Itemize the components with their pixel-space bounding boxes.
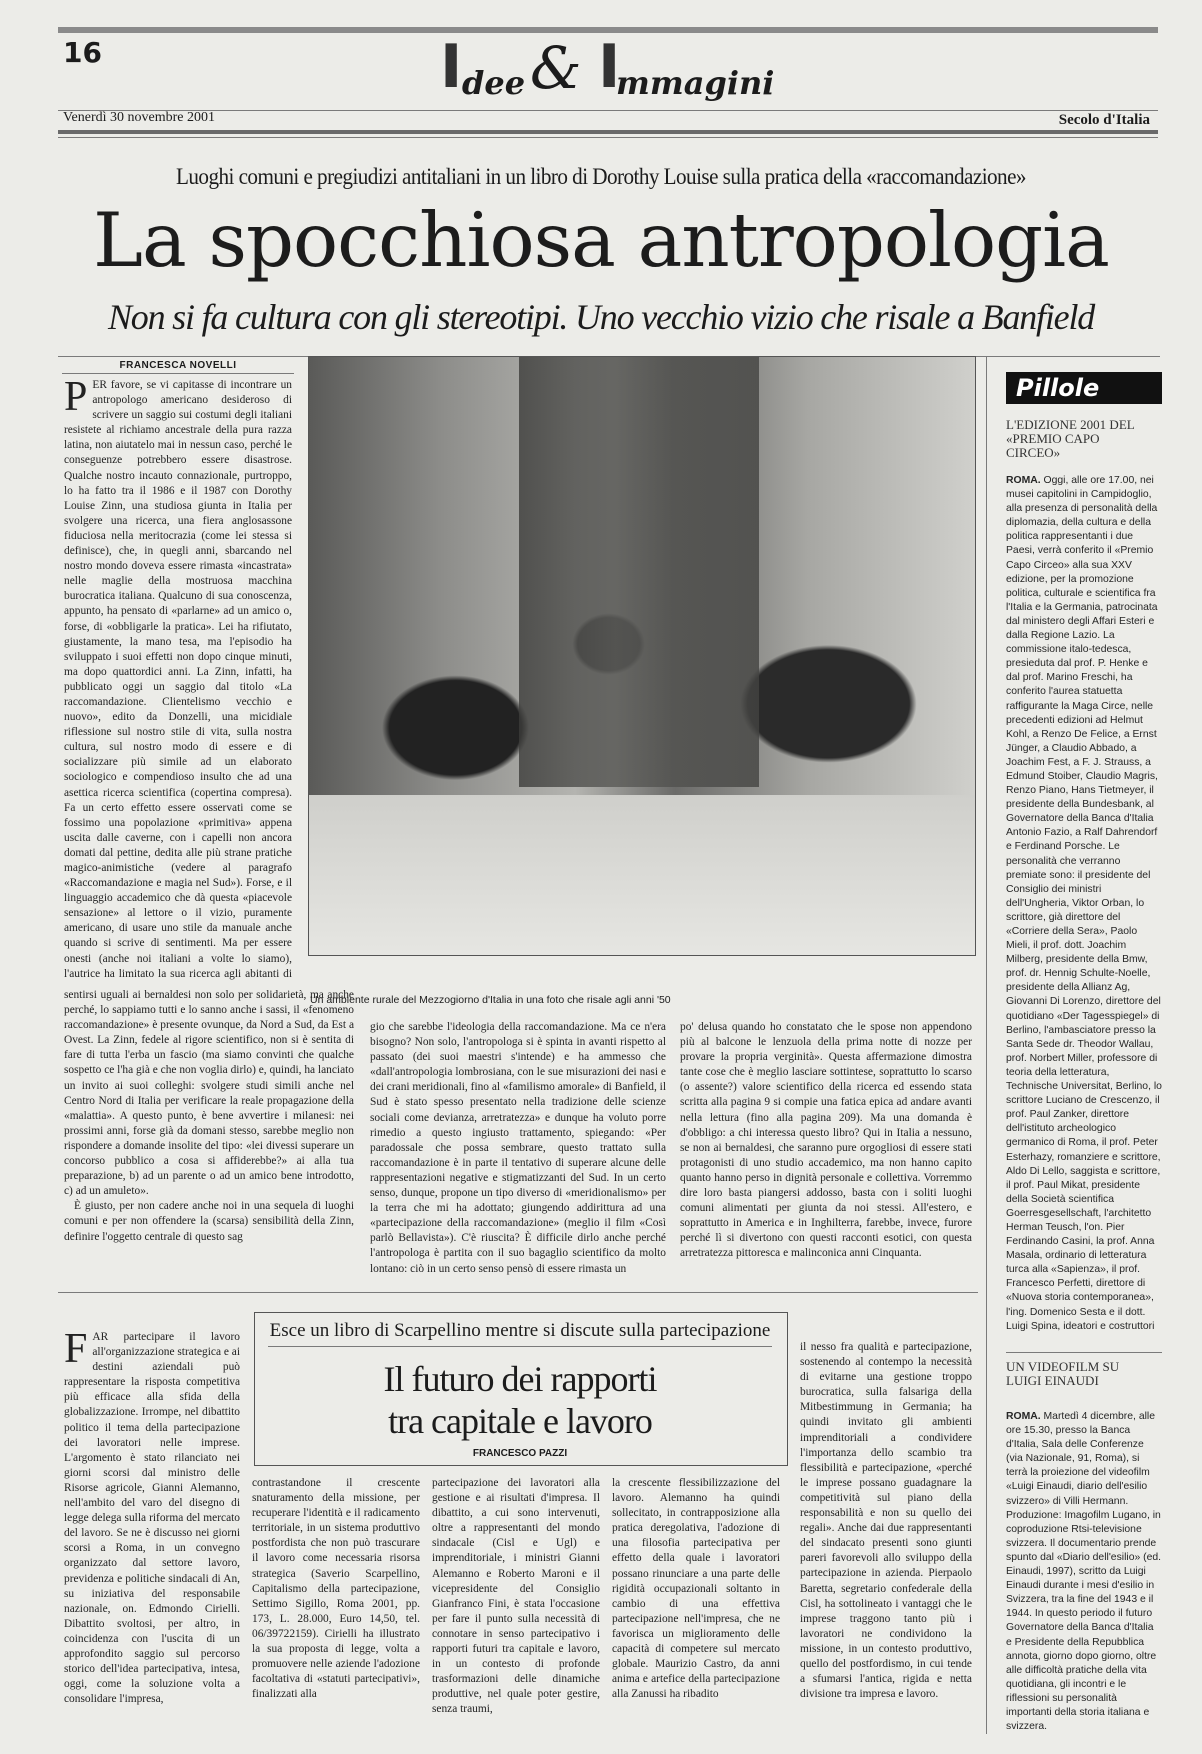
pillole-text-1-body: Oggi, alle ore 17.00, nei musei capitolini in Campidoglio, alla presenza di personalità della diplomazia, della cultura e della politica rappresentanti i due Paesi, verrà conferito il «Premio Capo Circeo» alla sua XXV edizione, per la promozione politica, culturale e scientifica fra l'Italia e la Germania, patrocinata dal ministero degli Affari Esteri e dalla Regione Lazio. La commissione italo-tedesca, presieduta dal prof. P. Henke e dal prof. Marino Freschi, ha conferito l'aurea statuetta raffigurante la Maga Circe, nelle precedenti edizioni ad Helmut Kohl, a Renzo De Felice, a Ernst Jünger, a Claudio Abbado, a Joachim Fest, a F. J. Strauss, a Edmund Stoiber, Claudio Magris, Renzo Piano, Hans Tietmeyer, il presidente della Bundesbank, al Governatore della Banca d'Italia Antonio Fazio, a Ralf Dahrendorf e Ferdinand Porsche. Le personalità che verranno premiate sono: il presidente del Consiglio dei ministri dell'Ungheria, Viktor Orban, lo scrittore, già direttore del «Corriere della Sera», Paolo Mieli, il prof. dott. Joachim Milberg, presidente della Bmw, prof. dr. Hennig Schulte-Noelle, presidente della Allianz Ag, Giovanni Di Lorenzo, direttore del quotidiano «Der Tagesspiegel» di Berlino, l'ambasciatore presso la Santa Sede dr. Theodor Wallau, prof. Norbert Miller, professore di teoria della letteratura, Technische Universitat, Berlino, lo scrittore Luciano de Crescenzo, il prof. Paul Zanker, direttore dell'istituto archeologico germanico di Roma, il prof. Peter Esterhazy, romanziere e scrittore, Aldo Di Lello, saggista e scrittore, il prof. Paul Mikat, presidente della Società scientifica Goerresgesellschaft, l'architetto Herman Teusch, l'on. Pier Ferdinando Casini, la prof. Anna Masala, ordinario di letteratura turca alla «Sapienza», il prof. Francesco Perfetti, direttore di «Nuova storia contemporanea», l'ing. Domenico Sesta e il dott. Luigi Spina, ideatori e costruttori xyxy=(1006,475,1162,1332)
date-rule-thin xyxy=(58,137,1158,138)
sidebar-divider xyxy=(986,356,987,1734)
article2-col5-text: il nesso fra qualità e partecipazione, sostenendo al contempo la necessità di evitarne una gestione troppo burocratica, sulla falsariga della Mitbestimmung in Germania; ha quindi invitato gli ambienti imprenditoriali a condividere l'importanza dello scambio tra flessibilità e partecipazione, «perché le imprese possano guadagnare la competitività sul piano della responsabilità e non su quello dei regali». Anche dai due rappresentanti del sindacato presenti sono giunti pareri favorevoli allo sviluppo della partecipazione in azienda. Pierpaolo Baretta, segretario confederale della Cisl, ha sottolineato i vantaggi che le imprese traggono tanto più i lavoratori ne condividono la missione, in un contesto produttivo, quello del postfordismo, in cui tende a sfumarsi l'antica, rigida e netta divisione tra impresa e lavoro. xyxy=(800,1341,972,1701)
article-photo xyxy=(308,356,976,956)
photo-ground xyxy=(309,795,975,955)
photo-door xyxy=(519,357,759,787)
byline-rule xyxy=(62,373,294,374)
section-ampersand: & xyxy=(530,34,582,102)
pillole-text-2 xyxy=(1006,1410,1162,1732)
newspaper-name: Secolo d'Italia xyxy=(1058,112,1150,128)
article-col1c-text: È giusto, per non cadere anche noi in una sequela di luoghi comuni e per non offendere la (scarsa) sensibilità della Zinn, definire l'oggetto centrale di questo sag xyxy=(64,1200,354,1243)
section-i2: I xyxy=(598,32,621,102)
pillole-text-1-lead: ROMA. xyxy=(1006,475,1041,486)
article-col2-text: gio che sarebbe l'ideologia della raccomandazione. Ma ce n'era bisogno? Non solo, l'antropologa si è spinta in avanti rispetto al passato (dei suoi maestri s'intende) e ha ammesso che «dall'antropologia lombrosiana, con le sue misurazioni dei nasi e dei crani meridionali, fino al «familismo amorale» di Banfield, il Sud è stato spesso presentato nella tradizione delle scienze sociali come devianza, arretratezza» e dunque ha voluto porre rimedio a questo ingiusto trattamento, spiegando: «Per paradossale che possa sembrare, questo trattato sulla raccomandazione è in parte il tentativo di superare alcune delle rappresentazioni negative e stigmatizzanti del Sud. In un certo senso, dunque, propone un tipo diverso di «meridionalismo» per la terra che mi ha adottato; giungendo addirittura ad una «partecipazione della raccomandazione» (meglio il film «Così parlò Bellavista»). C'è riuscita? È difficile dirlo anche perché l'antropologa è partita con il suo bagaglio scientifico da molto lontano: ciò in un certo senso pensò di essere rimasta un xyxy=(370,1021,666,1275)
article-column-2 xyxy=(370,1020,666,1278)
article-col1b-text: sentirsi uguali ai bernaldesi non solo per solidarietà, ma anche perché, lo sappiamo tutti e lo sanno anche i sassi, il «fenomeno raccomandazione» è presente ovunque, da Nord a Sud, da Est a Ovest. La Zinn, fedele al rigore scientifico, non si è sentita di fare di tutta l'erba un fascio (ma siamo convinti che qualche sospetto ce l'ha già e che non voglia dirlo) e, quindi, ha lanciato un invito ai suoi colleghi: svolgere studi simili anche nel Centro Nord di Italia per verificare la reale propagazione della «malattia». A questo punto, è bene avvertire i milanesi: nei prossimi anni, forse già da domani stesso, sarebbe meglio non rispondere a domande insolite del tipo: «lei divessi superare un concorso pubblico a cosa si affiderebbe?» ai alla tua preparazione, b) ad un parente o ad un amico bene introdotto, c) ad un amuleto». xyxy=(64,989,354,1198)
article2-column-4 xyxy=(612,1476,780,1734)
article-col3-text: po' delusa quando ho constatato che le spose non appendono più al balcone le lenzuola della prima notte di nozze per provare la propria verginità». Questa affermazione dimostra tante cose che è meglio lasciare sottintese, soprattutto lo scarso (o assente?) valore scientifico della ricerca ed essendo stata scritta alla pagina 9 si compie una fatica epica ad andare avanti nella lettura (fino alla pagina 209). Ma una domanda è d'obbligo: a chi interessa questo libro? Qui in Italia a nessuno, se non ai bernaldesi, che saranno pure orgogliosi di essere stati protagonisti di uno studio accademico, ma non hanno capito quanto hanno perso in dignità personale e collettiva. Vorremmo dire loro basta piangersi addosso, basta con i soliti luoghi comuni alimentati per giunta da noi stessi. All'estero, e soprattutto in America e in Inghilterra, farebbe, invece, furore perché lì si divertono con questi racconti esotici, con questa arretratezza pittoresca e malinconica anni Cinquanta. xyxy=(680,1021,972,1260)
article-title: La spocchiosa antropologia xyxy=(93,196,1109,284)
issue-date: Venerdì 30 novembre 2001 xyxy=(63,110,216,125)
article-kicker: Luoghi comuni e pregiudizi antitaliani in un libro di Dorothy Louise sulla pratica della «raccomandazione» xyxy=(176,164,1026,189)
article2-column-5 xyxy=(800,1340,972,1734)
article-byline: FRANCESCA NOVELLI xyxy=(119,360,237,371)
article-subtitle: Non si fa cultura con gli stereotipi. Uno vecchio vizio che risale a Banfield xyxy=(107,297,1095,337)
pillole-head-2: UN VIDEOFILM SU LUIGI EINAUDI xyxy=(1006,1359,1120,1388)
pillole-head-1: L'EDIZIONE 2001 DEL «PREMIO CAPO CIRCEO» xyxy=(1006,417,1135,460)
section-i1: I xyxy=(440,32,461,102)
photo-caption: Un ambiente rurale del Mezzogiorno d'Italia in una foto che risale agli anni '50 xyxy=(310,994,671,1006)
article2-title-1: Il futuro dei rapporti xyxy=(383,1359,657,1399)
date-rule-bottom xyxy=(58,130,1158,134)
article2-title-2: tra capitale e lavoro xyxy=(388,1401,652,1441)
article-column-3 xyxy=(680,1020,972,1278)
section-title xyxy=(440,22,860,102)
pillole-rule xyxy=(1006,1352,1162,1353)
pillole-text-1 xyxy=(1006,474,1162,1332)
article-dropcap: P xyxy=(64,378,88,420)
page-number: 16 xyxy=(63,36,102,69)
pillole-banner xyxy=(1006,372,1162,404)
article-column-1 xyxy=(64,378,292,980)
article2-col3-text: partecipazione dei lavoratori alla gestione e ai risultati d'impresa. Il dibattito, a cui sono intervenuti, oltre a rappresentanti del mondo sindacale (Cisl e Ugl) e imprenditoriale, i ministri Gianni Alemanno e Roberto Maroni e il vicepresidente del Consiglio Gianfranco Fini, è stata l'occasione per fare il punto sulla necessità di connotare in senso partecipativo i rapporti futuri tra capitale e lavoro, in un contesto di profonde trasformazioni delle dinamiche produttive, nel quale poter gestire, senza traumi, xyxy=(432,1477,600,1716)
article2-byline: FRANCESCO PAZZI xyxy=(472,1448,568,1459)
article2-kicker: Esce un libro di Scarpellino mentre si discute sulla partecipazione xyxy=(269,1320,771,1341)
article2-col1-text: AR partecipare il lavoro all'organizzazione strategica e ai destini aziendali può rappresentare la risposta competitiva più efficace alla sfida della globalizzazione. Irrompe, nel dibattito politico il tema della partecipazione dei lavoratori nelle imprese. L'argomento è stato rilanciato nei giorni scorsi dal ministro delle Risorse agricole, Gianni Alemanno, nell'ambito del varo del disegno di legge delega sulla riforma del mercato del lavoro. Se ne è discusso nei giorni scorsi a Roma, in un convegno organizzato dal settore lavoro, previdenza e politiche sindacali di An, su iniziativa del responsabile nazionale, on. Edmondo Cirielli. Dibattito svoltosi, per altro, in coincidenza con l'uscita di un approfondito saggio sul percorso storico dell'idea partecipativa, intesa, oggi, come la soluzione volta a consolidare l'impresa, xyxy=(64,1331,240,1706)
pillole-text-2-lead: ROMA. xyxy=(1006,1411,1041,1422)
article2-dropcap: F xyxy=(64,1330,88,1372)
article-column-1b xyxy=(64,988,354,1278)
pillole-title: Pillole xyxy=(1016,374,1100,402)
article2-column-1 xyxy=(64,1330,240,1734)
article2-column-3 xyxy=(432,1476,600,1734)
article2-kicker-rule xyxy=(268,1346,772,1347)
article-col1-text: ER favore, se vi capitasse di incontrare un antropologo americano desideroso di scrivere un saggio sui costumi degli italiani resistete al richiamo ancestrale della pura razza latina, non aiutatelo mai in nessun caso, perché le conseguenze potrebbero essere disastrose. Qualche nostro incauto connazionale, purtroppo, lo ha fatto tra il 1986 e il 1987 con Dorothy Louise Zinn, una studiosa giunta in Italia per svolgere una ricerca, una fiera anglosassone fiduciosa nella meritocrazia (come lei stessa si definisce), che, in quegli anni, sbarcando nel nostro mondo doveva essere rimasta «incastrata» nelle maglie della mostruosa macchina burocratica italiana. Qualcuno di sua conoscenza, appunto, ha pensato di «parlarne» ad un amico o, forse, di «obbligarle la pratica». Lei ha rifiutato, giustamente, la mano tesa, ma l'episodio ha sviluppato i suoi effetti non dopo cinque minuti, ma dopo quattordici anni. La Zinn, infatti, ha pubblicato oggi un saggio dal titolo «La raccomandazione. Clientelismo vecchio e nuovo», edito da Donzelli, una micidiale riflessione sul nostro stile di vita, sulla nostra cultura, sul nostro modo di essere e di socializzare più simile ad un elaborato sociologico e compendioso insulto che ad una asettica ricerca scientifica (copertina compresa). Fa un certo effetto essere osservati come se fossimo una popolazione «primitiva» appena uscita dalle caverne, con i capelli non ancora domati dal pettine, dedita alle più strane pratiche magico-animistiche (vedere al paragrafo «Raccomandazione e magia nel Sud»). Forse, e il linguaggio accademico che dà questa «piacevole sensazione» al lettore o il vizio, puramente americano, di usare uno stile da manuale anche quando si scrive di sentimenti. Ma per essere onesti (anche noi italiani a volte lo siamo), l'autrice ha limitato la sua ricerca agli abitanti di xyxy=(64,379,292,980)
article2-top-rule xyxy=(58,1292,978,1293)
pillole-text-2-body: Martedì 4 dicembre, alle ore 15.30, presso la Banca d'Italia, Sala delle Conferenze (via Nazionale, 91, Roma), si terrà la proiezione del videofilm «Luigi Einaudi, diario dell'esilio svizzero» di Villi Hermann. Produzione: Imagofilm Lugano, in coproduzione Rtsi-televisione svizzera. Il documentario prende spunto dal «Diario dell'esilio» (ed. Einaudi, 1997), scritto da Luigi Einaudi durante i mesi d'esilio in Svizzera, tra la fine del 1943 e il 1944. In questo periodo il futuro Governatore della Banca d'Italia e Presidente della Repubblica annota, giorno dopo giorno, oltre alle difficoltà pratiche della vita quotidiana, gli incontri e le riflessioni su personalità importanti della storia italiana e svizzera. xyxy=(1006,1411,1162,1732)
article2-column-2 xyxy=(252,1476,420,1734)
section-word2: mmagini xyxy=(616,64,775,102)
date-rule-top xyxy=(58,110,1158,111)
section-word1: dee xyxy=(462,64,526,102)
article2-col2-text: contrastandone il crescente snaturamento della missione, per recuperare l'identità e il radicamento territoriale, in un sistema produttivo postfordista che non può trascurare il lavoro come necessaria risorsa strategica (Saverio Scarpellino, Capitalismo della partecipazione, Settimo Sigillo, Roma 2001, pp. 173, L. 28.000, Euro 14,50, tel. 06/39722159). Cirielli ha illustrato la sua proposta di legge, volta a promuovere nelle aziende l'adozione facoltativa di «statuti partecipativi», finalizzati alla xyxy=(252,1477,420,1701)
article2-col4-text: la crescente flessibilizzazione del lavoro. Alemanno ha quindi sollecitato, in contrapposizione alla pratica deregolativa, l'adozione di una filosofia partecipativa per effetto della quale i lavoratori possano rinunciare a una parte delle rigidità occupazionali soltanto in cambio di una effettiva partecipazione nell'impresa, che ne favorisca un miglioramento delle capacità di competere sul mercato globale. Maurizio Castro, da anni anima e artefice della partecipazione alla Zanussi ha ribadito xyxy=(612,1477,780,1701)
